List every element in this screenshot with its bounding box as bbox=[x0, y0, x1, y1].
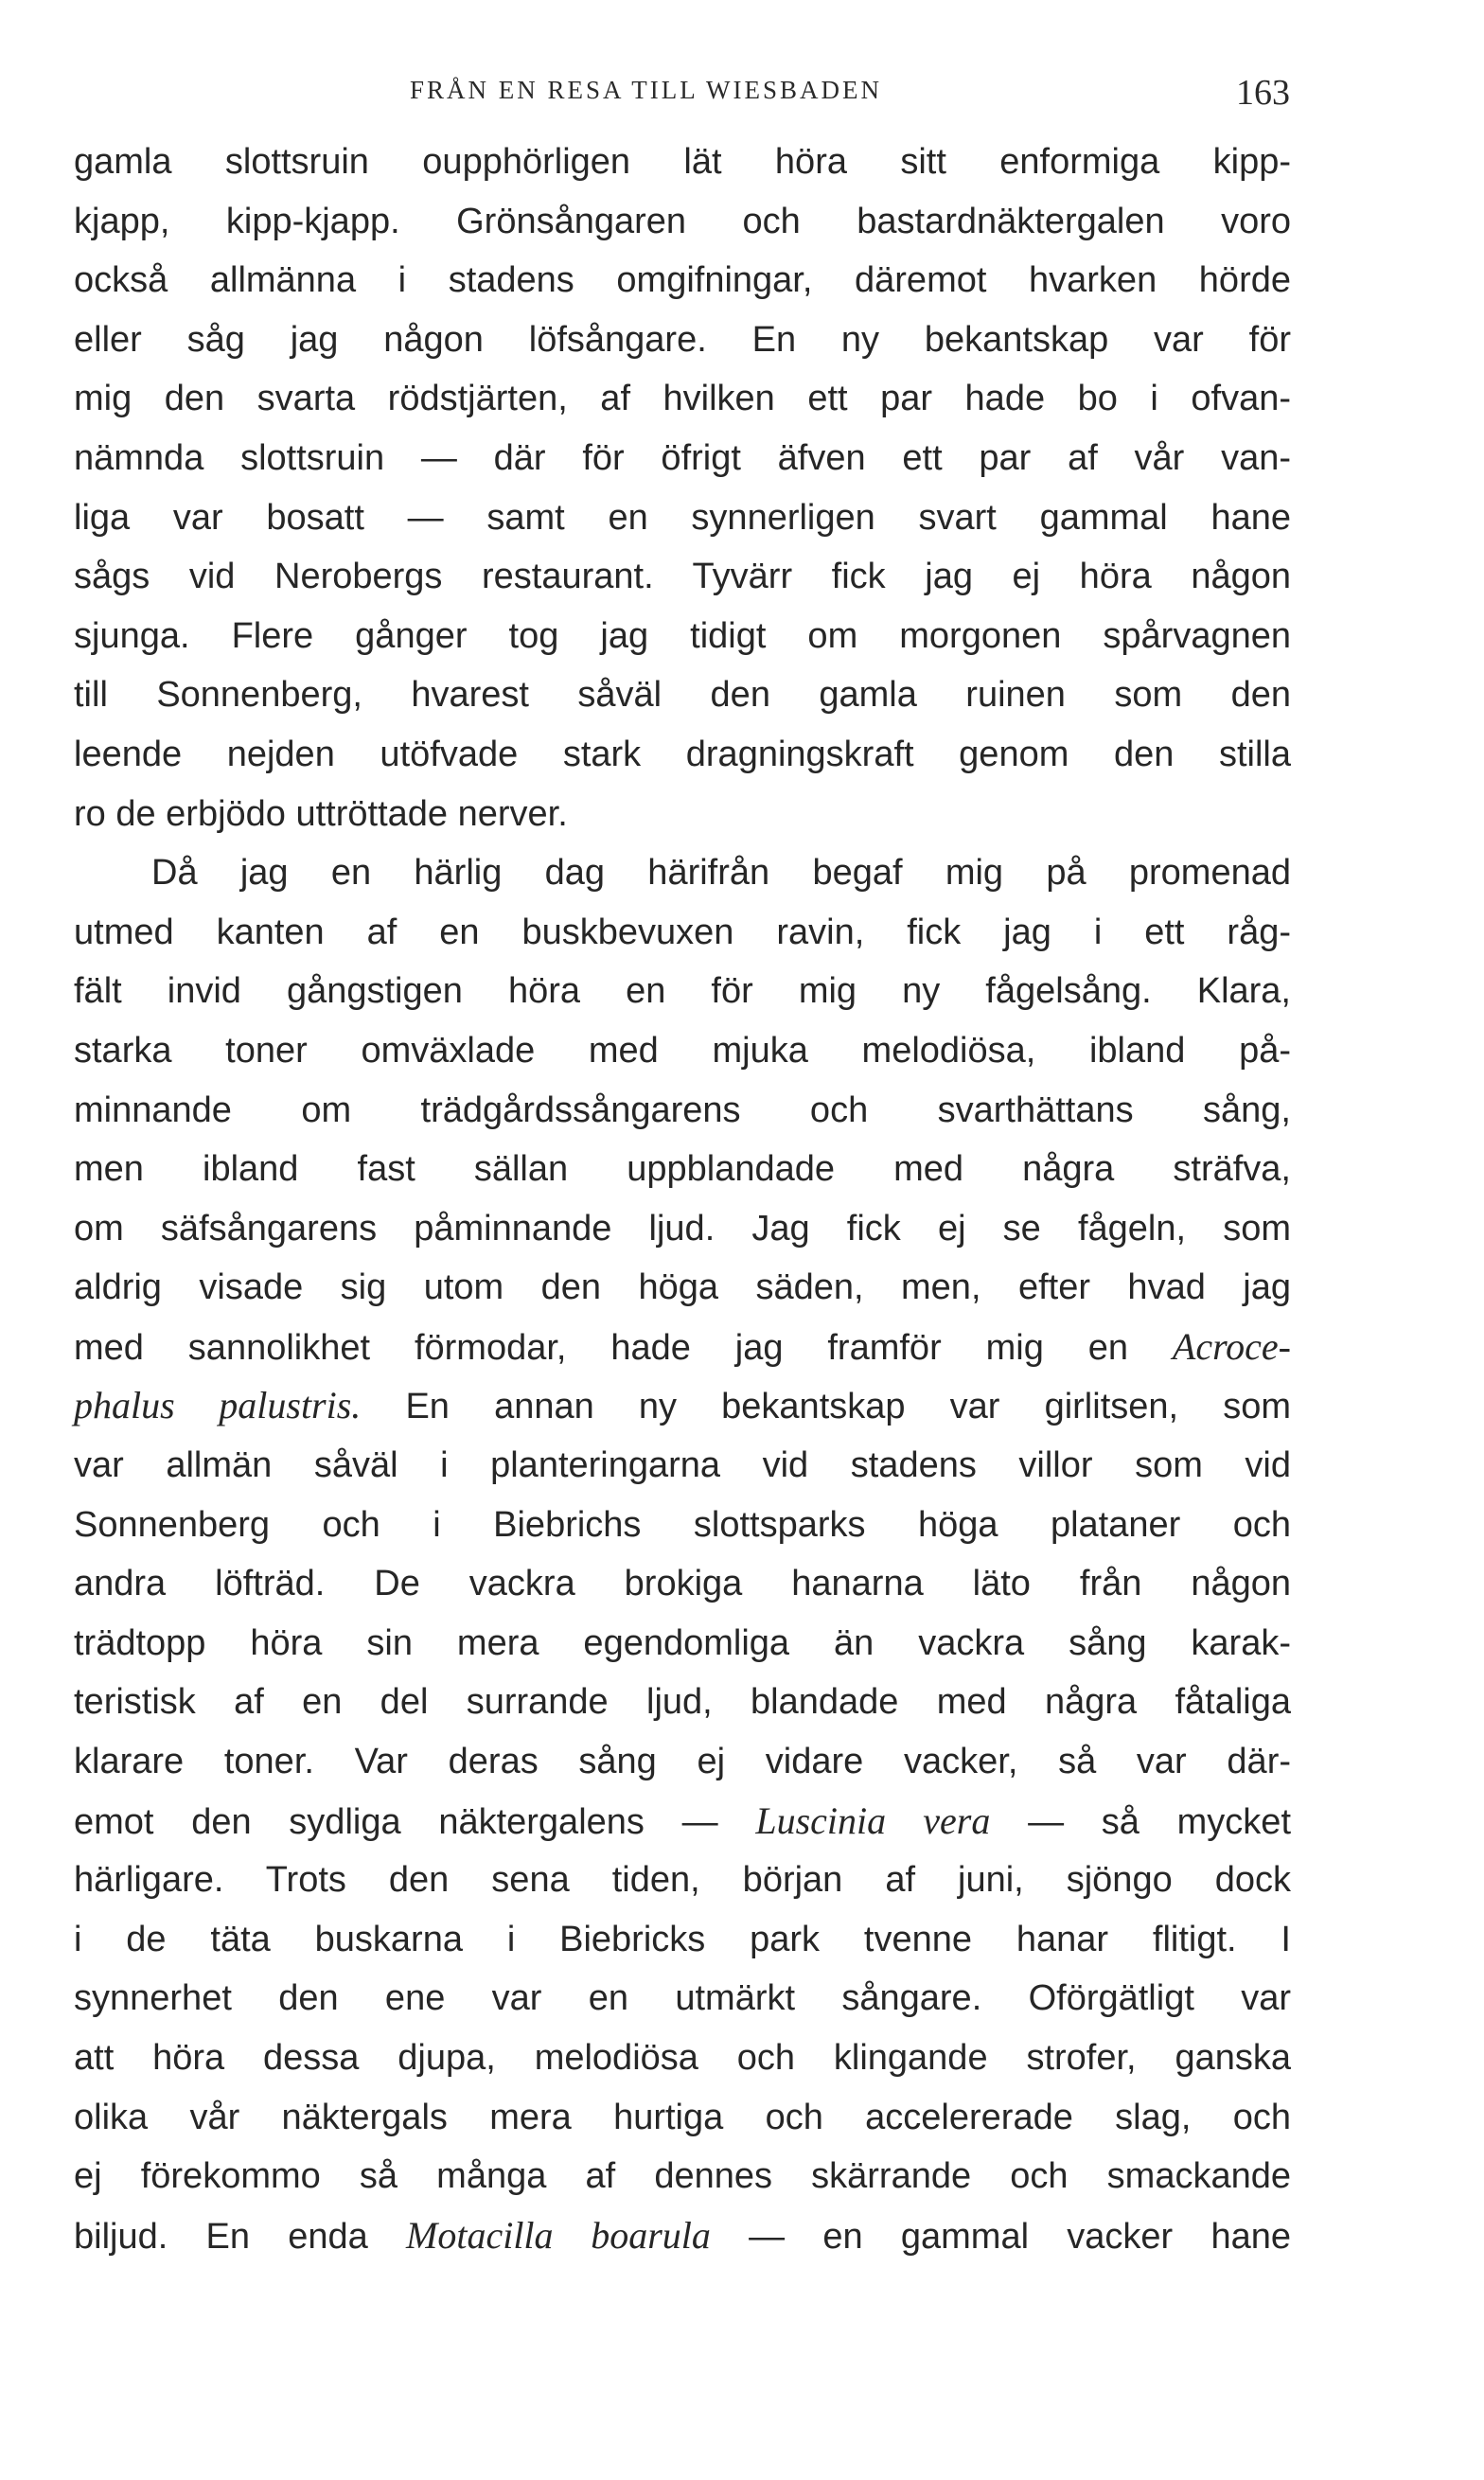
text-span: Då jag en härlig dag härifrån begaf mig på promenad bbox=[151, 853, 1291, 894]
text-line bbox=[74, 547, 1291, 607]
text-span: var allmän såväl i planteringarna vid stadens villor som vid bbox=[74, 1445, 1291, 1486]
text-line bbox=[74, 1673, 1291, 1732]
text-span: härligare. Trots den sena tiden, början af juni, sjöngo dock bbox=[74, 1860, 1291, 1901]
text-span: utmed kanten af en buskbevuxen ravin, fick jag i ett råg- bbox=[74, 912, 1291, 952]
text-line bbox=[74, 903, 1291, 963]
text-span: klarare toner. Var deras sång ej vidare vacker, så var där- bbox=[74, 1742, 1291, 1782]
text-span: med sannolikhet förmodar, hade jag framför mig en bbox=[74, 1327, 1173, 1368]
text-span: aldrig visade sig utom den höga säden, men, efter hvad jag bbox=[74, 1267, 1291, 1308]
text-span: ro de erbjödo uttröttade nerver. bbox=[74, 793, 568, 834]
italic-term: Luscinia vera bbox=[755, 1798, 991, 1842]
text-span: En annan ny bekantskap var girlitsen, som bbox=[361, 1387, 1292, 1427]
text-span: också allmänna i stadens omgifningar, däremot hvarken hörde bbox=[74, 260, 1291, 301]
running-title: FRÅN EN RESA TILL WIESBADEN bbox=[410, 76, 883, 104]
text-line bbox=[74, 2206, 1291, 2266]
text-span: mig den svarta rödstjärten, af hvilken ett par hade bo i ofvan- bbox=[74, 379, 1291, 419]
text-span: starka toner omväxlade med mjuka melodiösa, ibland på- bbox=[74, 1030, 1291, 1071]
text-line bbox=[74, 310, 1291, 370]
text-span: teristisk af en del surrande ljud, blandade med några fåtaliga bbox=[74, 1682, 1291, 1723]
text-line bbox=[74, 2028, 1291, 2088]
text-line bbox=[74, 1496, 1291, 1555]
text-line bbox=[74, 1140, 1291, 1199]
text-span: fält invid gångstigen höra en för mig ny fågelsång. Klara, bbox=[74, 971, 1291, 1012]
text-span: biljud. En enda bbox=[74, 2216, 407, 2257]
text-line bbox=[74, 843, 1291, 903]
text-span: till Sonnenberg, hvarest såväl den gamla ruinen som den bbox=[74, 675, 1291, 716]
text-line bbox=[74, 429, 1291, 488]
text-line bbox=[74, 607, 1291, 666]
text-span: olika vår näktergals mera hurtiga och accelererade slag, och bbox=[74, 2097, 1291, 2137]
text-span: emot den sydliga näktergalens — bbox=[74, 1801, 756, 1842]
text-span: — så mycket bbox=[990, 1801, 1292, 1842]
text-line bbox=[74, 1554, 1291, 1614]
text-line bbox=[74, 2147, 1291, 2206]
text-line bbox=[74, 1732, 1291, 1792]
text-line bbox=[74, 1376, 1291, 1436]
text-span: eller såg jag någon löfsångare. En ny bekantskap var för bbox=[74, 319, 1291, 360]
page-number: 163 bbox=[1236, 73, 1290, 113]
text-span: andra löfträd. De vackra brokiga hanarna läto från någon bbox=[74, 1564, 1291, 1604]
text-line bbox=[74, 192, 1291, 252]
text-span: synnerhet den ene var en utmärkt sångare. Oförgätligt var bbox=[74, 1978, 1291, 2019]
text-line bbox=[74, 1199, 1291, 1259]
text-line bbox=[74, 2088, 1291, 2148]
text-span: sågs vid Nerobergs restaurant. Tyvärr fick jag ej höra någon bbox=[74, 557, 1291, 597]
text-span: leende nejden utöfvade stark dragningskraft genom den stilla bbox=[74, 734, 1291, 774]
text-span: — en gammal vacker hane bbox=[710, 2216, 1291, 2257]
italic-term: Acroce- bbox=[1172, 1324, 1291, 1368]
text-line bbox=[74, 785, 1291, 844]
text-span: minnande om trädgårdssångarens och svarthättans sång, bbox=[74, 1089, 1291, 1130]
text-line bbox=[74, 369, 1291, 429]
text-span: att höra dessa djupa, melodiösa och klingande strofer, ganska bbox=[74, 2038, 1291, 2078]
text-span: men ibland fast sällan uppblandade med några sträfva, bbox=[74, 1149, 1291, 1190]
text-span: Sonnenberg och i Biebrichs slottsparks höga plataner och bbox=[74, 1504, 1291, 1545]
text-span: ej förekommo så många af dennes skärrande och smackande bbox=[74, 2156, 1291, 2197]
text-span: sjunga. Flere gånger tog jag tidigt om morgonen spårvagnen bbox=[74, 615, 1291, 656]
text-span: gamla slottsruin oupphörligen lät höra sitt enformiga kipp- bbox=[74, 142, 1291, 182]
text-span: nämnda slottsruin — där för öfrigt äfven ett par af vår van- bbox=[74, 437, 1291, 478]
italic-term: phalus palustris. bbox=[74, 1384, 362, 1427]
italic-term: Motacilla boarula bbox=[406, 2213, 711, 2257]
text-line bbox=[74, 133, 1291, 192]
text-span: trädtopp höra sin mera egendomliga än vackra sång karak- bbox=[74, 1622, 1291, 1663]
text-line bbox=[74, 962, 1291, 1021]
text-line bbox=[74, 1614, 1291, 1674]
text-line bbox=[74, 1436, 1291, 1496]
text-span: liga var bosatt — samt en synnerligen svart gammal hane bbox=[74, 497, 1291, 538]
text-span: om säfsångarens påminnande ljud. Jag fick ej se fågeln, som bbox=[74, 1208, 1291, 1249]
body-text bbox=[74, 133, 1291, 2265]
text-line bbox=[74, 1081, 1291, 1141]
text-line bbox=[74, 1258, 1291, 1318]
text-line bbox=[74, 488, 1291, 548]
text-line bbox=[74, 665, 1291, 725]
text-line bbox=[74, 1792, 1291, 1851]
text-span: i de täta buskarna i Biebricks park tvenne hanar flitigt. I bbox=[74, 1919, 1291, 1959]
text-span: kjapp, kipp-kjapp. Grönsångaren och bastardnäktergalen voro bbox=[74, 201, 1291, 241]
text-line bbox=[74, 1851, 1291, 1910]
text-line bbox=[74, 1318, 1291, 1377]
text-line bbox=[74, 251, 1291, 310]
text-line bbox=[74, 1969, 1291, 2028]
text-line bbox=[74, 1910, 1291, 1970]
text-line bbox=[74, 725, 1291, 785]
text-line bbox=[74, 1021, 1291, 1081]
